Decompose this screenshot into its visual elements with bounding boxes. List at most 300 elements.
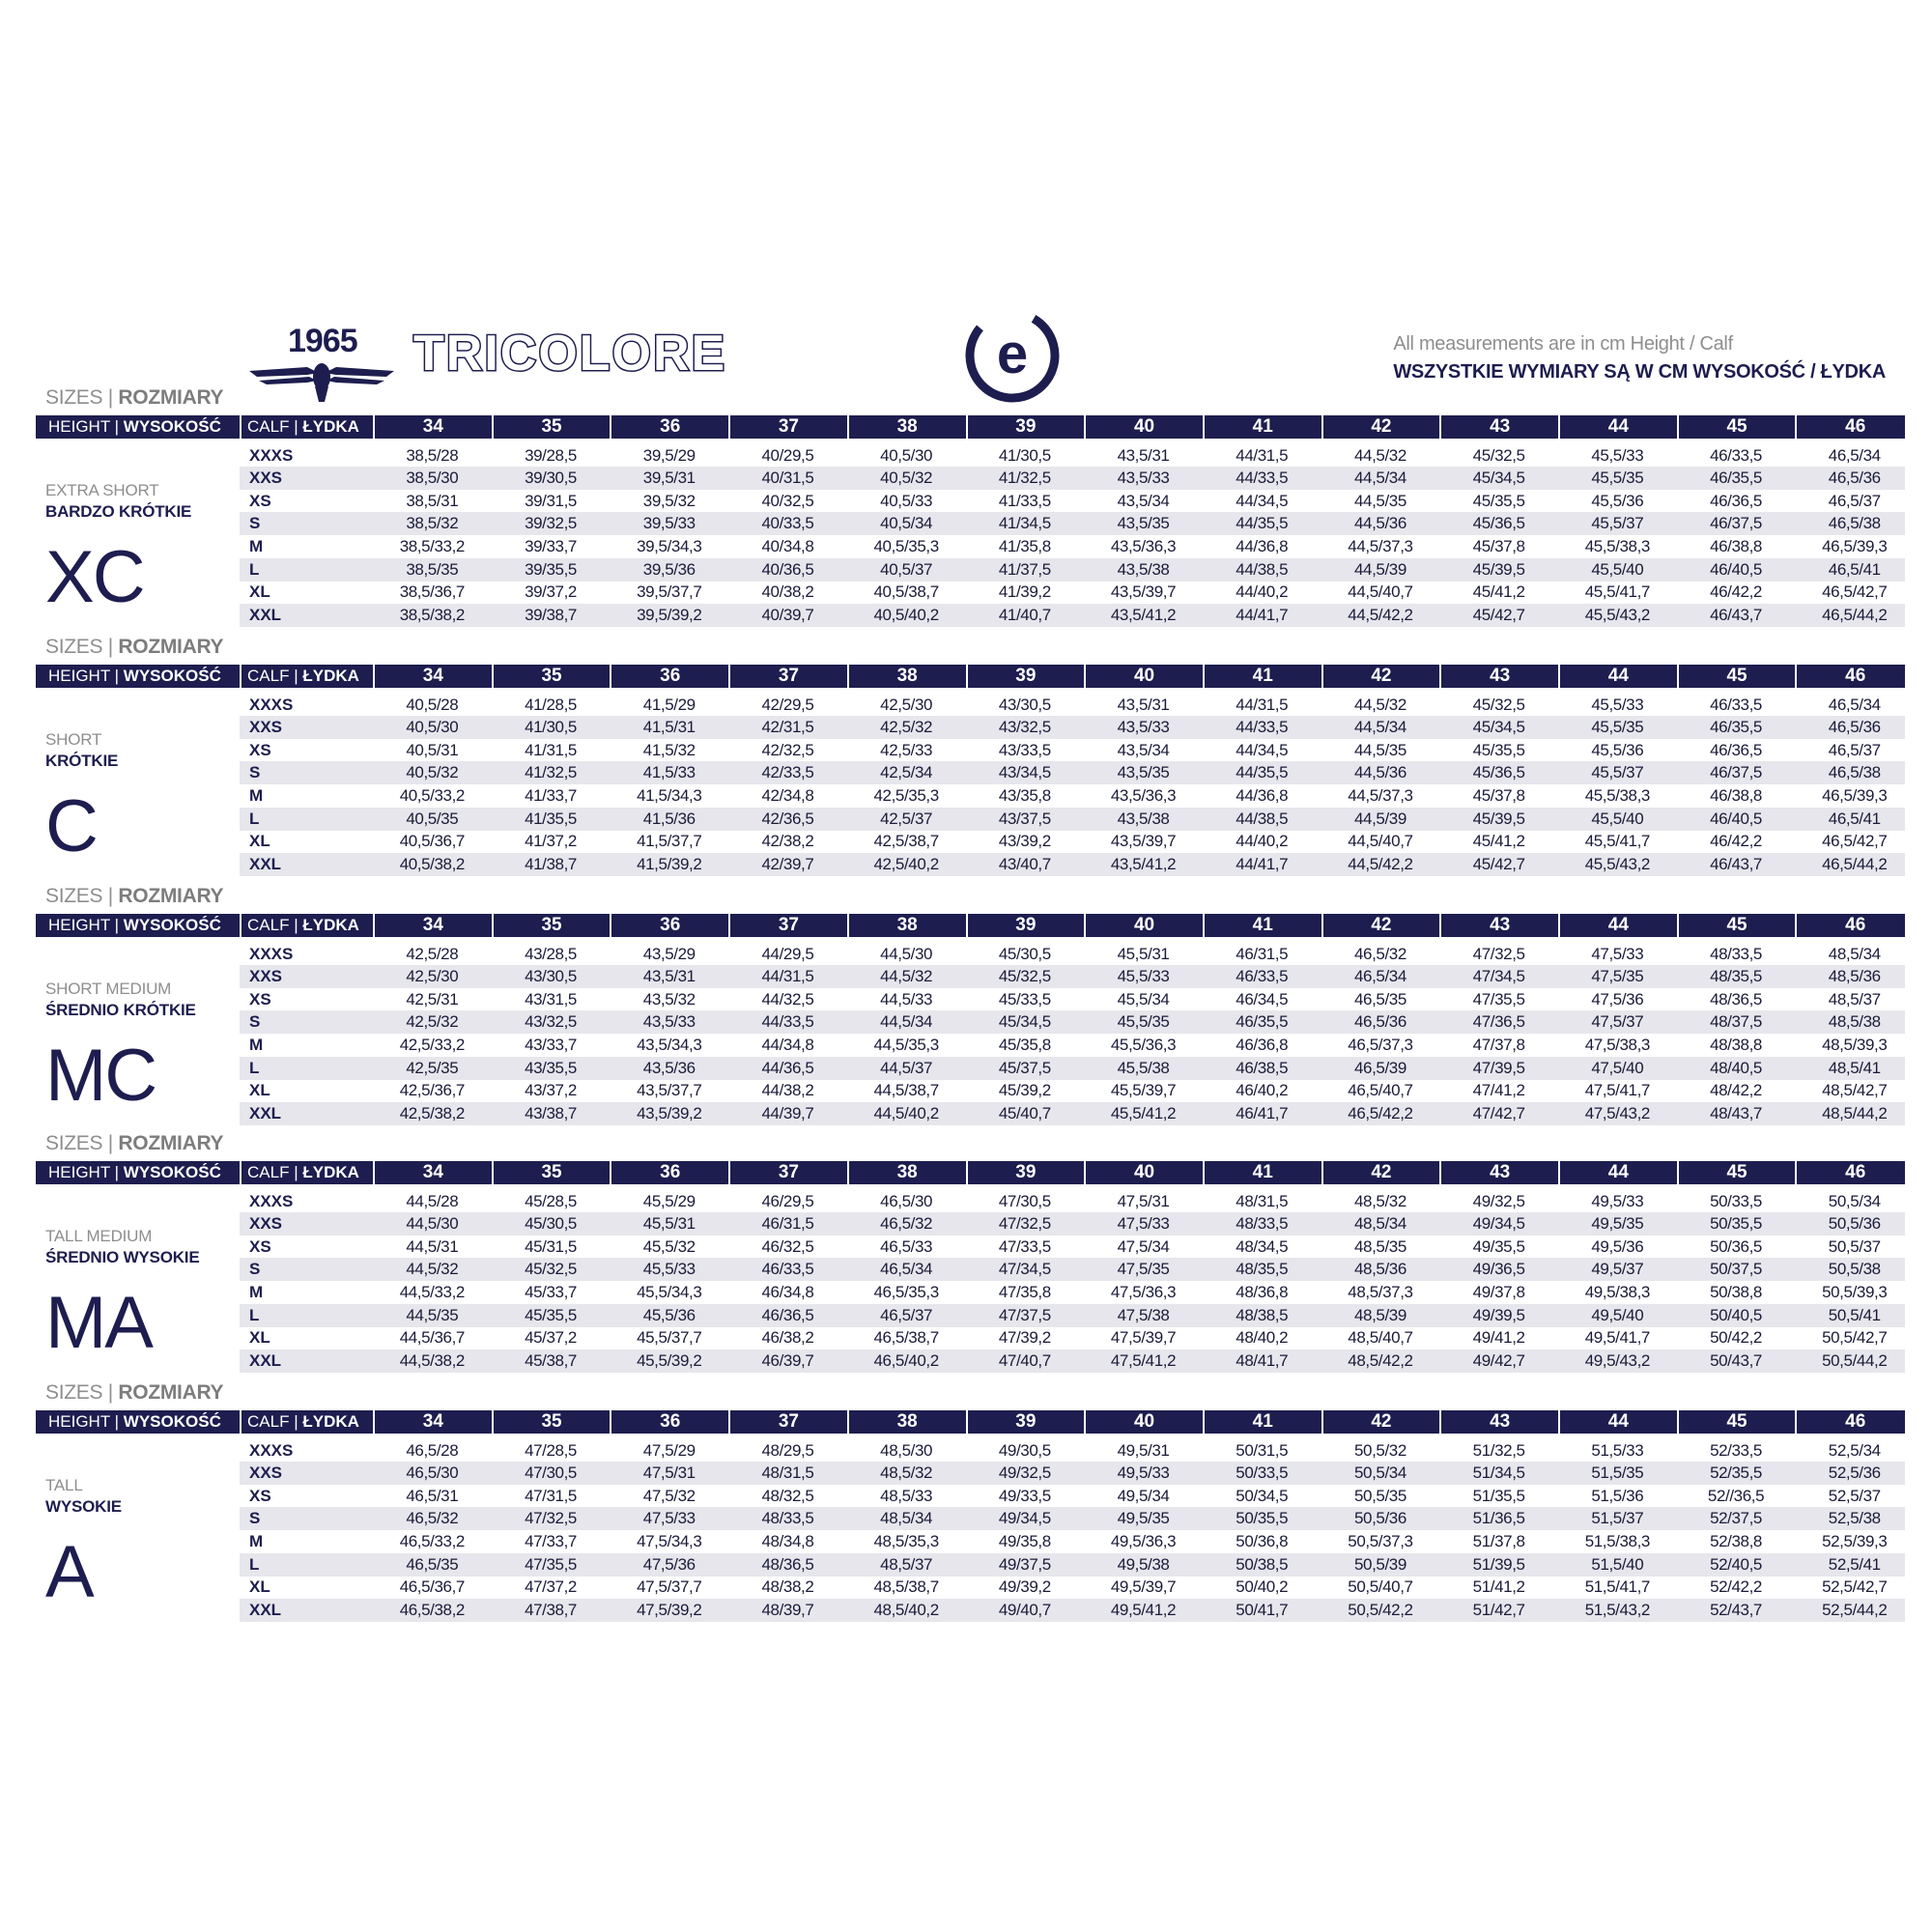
measurement-cell: 46/34,8 [761, 1283, 814, 1301]
size-label: L [249, 1555, 260, 1574]
size-label: L [249, 1306, 260, 1324]
measurement-cell: 49,5/41,2 [1110, 1601, 1177, 1619]
measurement-cell: 43,5/33 [642, 1012, 696, 1031]
measurement-cell: 48/31,5 [761, 1463, 814, 1482]
measurement-cell: 47/33,5 [998, 1237, 1051, 1256]
measurement-cell: 46,5/32 [1353, 945, 1406, 963]
measurement-cell: 45/37,5 [998, 1059, 1051, 1077]
measurement-cell: 45,5/33 [1591, 696, 1644, 714]
column-header: 45 [1677, 665, 1796, 688]
size-label: XL [249, 1328, 270, 1347]
measurement-cell: 50,5/36 [1828, 1214, 1881, 1233]
measurement-cell: 40,5/30 [406, 718, 459, 736]
measurement-cell: 52,5/42,7 [1822, 1577, 1888, 1596]
measurement-cell: 39,5/33 [642, 514, 696, 532]
measurement-cell: 47/35,5 [525, 1555, 577, 1574]
measurement-cell: 49,5/34 [1117, 1487, 1170, 1505]
measurement-cell: 45/33,5 [998, 990, 1051, 1009]
size-label: XL [249, 1577, 270, 1596]
measurement-cell: 48,5/40,2 [873, 1601, 939, 1619]
measurement-cell: 40,5/40,2 [873, 606, 939, 624]
sizes-label-pl: ROZMIARY [118, 1381, 224, 1404]
measurement-cell: 46/43,7 [1710, 606, 1762, 624]
sizes-heading [45, 1132, 223, 1155]
measurement-cell: 48/36,5 [1710, 990, 1762, 1009]
measurement-cell: 41/35,5 [525, 810, 577, 828]
measurement-cell: 46,5/34 [1828, 446, 1881, 465]
column-header: 36 [610, 1410, 728, 1434]
column-header: 38 [847, 665, 966, 688]
measurement-cell: 48,5/37,3 [1348, 1283, 1413, 1301]
measurement-cell: 46/39,7 [761, 1351, 814, 1370]
measurement-cell: 40,5/36,7 [399, 832, 465, 850]
measurement-cell: 47,5/32 [642, 1487, 696, 1505]
measurement-cell: 46,5/44,2 [1822, 606, 1888, 624]
brand-year: 1965 [288, 323, 357, 359]
table-row [240, 988, 1905, 1011]
measurement-cell: 46,5/35 [1353, 990, 1406, 1009]
measurement-cell: 48,5/36 [1828, 967, 1881, 985]
measurement-cell: 41,5/34,3 [637, 786, 702, 805]
measurement-cell: 48/33,5 [761, 1509, 814, 1527]
column-header: 36 [610, 415, 728, 439]
measurement-cell: 46,5/33 [880, 1237, 933, 1256]
measurement-cell: 38,5/36,7 [399, 582, 465, 601]
column-header: 40 [1084, 415, 1203, 439]
measurement-cell: 47,5/33 [642, 1509, 696, 1527]
measurement-cell: 44,5/32 [880, 967, 933, 985]
measurement-cell: 44/31,5 [761, 967, 814, 985]
measurement-cell: 41/39,2 [998, 582, 1051, 601]
measurement-cell: 47/32,5 [998, 1214, 1051, 1233]
measurement-cell: 52/42,2 [1710, 1577, 1762, 1596]
measurement-cell: 48,5/36 [1353, 1260, 1406, 1278]
table-header-row [36, 1161, 1905, 1184]
column-header: 40 [1084, 914, 1203, 937]
measurement-cell: 46/41,7 [1236, 1104, 1289, 1122]
size-label: L [249, 810, 260, 828]
measurement-cell: 43,5/36,3 [1110, 537, 1177, 555]
measurement-cell: 45/34,5 [1472, 718, 1525, 736]
category-name-pl: ŚREDNIO KRÓTKIE [45, 1001, 196, 1019]
table-row [240, 694, 1905, 717]
measurement-cell: 45,5/43,2 [1584, 855, 1650, 873]
measurement-cell: 47,5/41,7 [1584, 1081, 1650, 1099]
column-header: 42 [1321, 1161, 1440, 1184]
measurement-cell: 46/36,8 [1236, 1036, 1289, 1054]
measurement-cell: 45/31,5 [525, 1237, 577, 1256]
size-label: XS [249, 1487, 271, 1505]
measurement-cell: 46/38,2 [761, 1328, 814, 1347]
measurement-cell: 48,5/37 [1828, 990, 1881, 1009]
measurement-cell: 51/36,5 [1472, 1509, 1525, 1527]
measurement-cell: 39,5/37,7 [637, 582, 702, 601]
measurement-cell: 39,5/34,3 [637, 537, 702, 555]
table-row [240, 1507, 1905, 1530]
measurement-cell: 44/38,5 [1236, 810, 1289, 828]
measurement-cell: 38,5/32 [406, 514, 459, 532]
column-header: 34 [373, 1161, 492, 1184]
category-name-en: EXTRA SHORT [45, 481, 159, 499]
measurement-cell: 48,5/35,3 [873, 1532, 939, 1550]
measurement-cell: 48,5/39 [1353, 1306, 1406, 1324]
table-header-row [36, 415, 1905, 439]
size-label: S [249, 763, 261, 781]
measurement-cell: 40,5/28 [406, 696, 459, 714]
sizes-heading [45, 636, 223, 659]
column-header: 36 [610, 665, 728, 688]
size-label: XXS [249, 469, 283, 487]
table-row [240, 853, 1905, 876]
measurement-cell: 46/43,7 [1710, 855, 1762, 873]
table-row [240, 1530, 1905, 1553]
measurement-cell: 51/34,5 [1472, 1463, 1525, 1482]
measurement-cell: 45/38,7 [525, 1351, 577, 1370]
measurement-cell: 48/43,7 [1710, 1104, 1762, 1122]
measurement-cell: 45,5/31 [1117, 945, 1170, 963]
measurement-cell: 48/35,5 [1710, 967, 1762, 985]
measurement-cell: 45,5/41,2 [1110, 1104, 1177, 1122]
category-name-pl: KRÓTKIE [45, 752, 119, 770]
measurement-cell: 46,5/34 [1353, 967, 1406, 985]
category-code: XC [45, 536, 144, 618]
measurement-cell: 50,5/37,3 [1348, 1532, 1413, 1550]
measurement-cell: 46,5/41 [1828, 810, 1881, 828]
column-header: 44 [1558, 665, 1677, 688]
column-header: 39 [966, 1410, 1085, 1434]
measurement-cell: 47,5/38 [1117, 1306, 1170, 1324]
size-label: XS [249, 990, 271, 1009]
notice-english: All measurements are in cm Height / Calf [1393, 333, 1733, 355]
measurement-cell: 44,5/34 [1353, 718, 1406, 736]
measurement-cell: 41/30,5 [525, 718, 577, 736]
measurement-cell: 38,5/28 [406, 446, 459, 465]
table-row [240, 761, 1905, 784]
measurement-cell: 45/41,2 [1472, 582, 1525, 601]
measurement-cell: 47,5/31 [1117, 1192, 1170, 1210]
measurement-cell: 42/39,7 [761, 855, 814, 873]
column-header: 45 [1677, 1410, 1796, 1434]
height-label-pl: WYSOKOŚĆ [123, 1163, 221, 1181]
measurement-cell: 44,5/42,2 [1348, 855, 1413, 873]
column-header: 35 [492, 1410, 611, 1434]
measurement-cell: 46,5/41 [1828, 560, 1881, 579]
column-header: 39 [966, 914, 1085, 937]
measurement-cell: 44/35,5 [1236, 763, 1289, 781]
column-header: 44 [1558, 415, 1677, 439]
measurement-cell: 45,5/34,3 [637, 1283, 702, 1301]
measurement-cell: 46,5/30 [406, 1463, 459, 1482]
size-label: XXL [249, 1601, 282, 1619]
table-row [240, 444, 1905, 468]
measurement-cell: 45,5/38 [1117, 1059, 1170, 1077]
measurement-cell: 44,5/32 [406, 1260, 459, 1278]
measurement-cell: 50/33,5 [1236, 1463, 1289, 1482]
measurement-cell: 39,5/36 [642, 560, 696, 579]
measurement-cell: 44/32,5 [761, 990, 814, 1009]
measurement-cell: 41,5/33 [642, 763, 696, 781]
measurement-cell: 44,5/35 [406, 1306, 459, 1324]
measurement-cell: 47/30,5 [525, 1463, 577, 1482]
measurement-cell: 45/41,2 [1472, 832, 1525, 850]
measurement-cell: 45/35,5 [1472, 492, 1525, 510]
measurement-cell: 50/34,5 [1236, 1487, 1289, 1505]
measurement-cell: 39/31,5 [525, 492, 577, 510]
measurement-cell: 41,5/37,7 [637, 832, 702, 850]
measurement-cell: 46/40,5 [1710, 810, 1762, 828]
measurement-cell: 46,5/35 [406, 1555, 459, 1574]
measurement-cell: 47,5/38,3 [1584, 1036, 1650, 1054]
measurement-cell: 44,5/33,2 [399, 1283, 465, 1301]
measurement-cell: 46,5/36 [1353, 1012, 1406, 1031]
measurement-cell: 46,5/36 [1828, 718, 1881, 736]
measurement-cell: 48/34,8 [761, 1532, 814, 1550]
size-label: M [249, 1532, 264, 1550]
column-header: 41 [1203, 914, 1321, 937]
measurement-cell: 46/36,5 [761, 1306, 814, 1324]
measurement-cell: 47,5/33 [1591, 945, 1644, 963]
measurement-cell: 47/35,8 [998, 1283, 1051, 1301]
measurement-cell: 45/32,5 [998, 967, 1051, 985]
measurement-cell: 46/35,5 [1710, 718, 1762, 736]
measurement-cell: 40,5/33 [880, 492, 933, 510]
separator: | [102, 386, 119, 409]
measurement-cell: 49/32,5 [1472, 1192, 1525, 1210]
table-row [240, 1010, 1905, 1034]
measurement-cell: 46,5/39,3 [1822, 537, 1888, 555]
measurement-cell: 46,5/40,7 [1348, 1081, 1413, 1099]
size-label: XXS [249, 1214, 283, 1233]
measurement-cell: 43,5/35 [1117, 763, 1170, 781]
calf-label-pl: ŁYDKA [302, 667, 359, 685]
measurement-cell: 46,5/38 [1828, 763, 1881, 781]
measurement-cell: 43,5/41,2 [1110, 855, 1177, 873]
calf-header [240, 914, 373, 937]
measurement-cell: 47/34,5 [998, 1260, 1051, 1278]
height-header [36, 665, 237, 688]
size-section [36, 386, 1905, 638]
table-header-row [36, 665, 1905, 688]
column-header: 43 [1439, 914, 1558, 937]
measurement-cell: 47,5/37 [1591, 1012, 1644, 1031]
height-header [36, 1410, 237, 1434]
measurement-cell: 43,5/31 [1117, 446, 1170, 465]
column-header: 34 [373, 665, 492, 688]
measurement-cell: 39,5/39,2 [637, 606, 702, 624]
measurement-cell: 44,5/37 [880, 1059, 933, 1077]
measurement-cell: 42,5/32 [880, 718, 933, 736]
measurement-cell: 49,5/38,3 [1584, 1283, 1650, 1301]
measurement-cell: 42,5/32 [406, 1012, 459, 1031]
measurement-cell: 48/41,7 [1236, 1351, 1289, 1370]
sizes-label-en: SIZES [45, 1132, 103, 1154]
measurement-cell: 48,5/30 [880, 1441, 933, 1460]
measurement-cell: 44/29,5 [761, 945, 814, 963]
category-name-en: SHORT [45, 730, 102, 749]
measurement-cell: 45,5/34 [1117, 990, 1170, 1009]
measurement-cell: 42,5/37 [880, 810, 933, 828]
measurement-cell: 41,5/39,2 [637, 855, 702, 873]
measurement-cell: 50,5/35 [1353, 1487, 1406, 1505]
measurement-cell: 44,5/39 [1353, 560, 1406, 579]
measurement-cell: 41/32,5 [525, 763, 577, 781]
sizes-heading [45, 386, 223, 410]
column-header: 37 [728, 914, 847, 937]
measurement-cell: 48/40,2 [1236, 1328, 1289, 1347]
column-header: 40 [1084, 665, 1203, 688]
sizes-label-en: SIZES [45, 386, 103, 409]
measurement-cell: 42,5/36,7 [399, 1081, 465, 1099]
column-header: 34 [373, 1410, 492, 1434]
separator: | [289, 667, 303, 685]
measurement-cell: 40,5/35,3 [873, 537, 939, 555]
measurement-cell: 49,5/31 [1117, 1441, 1170, 1460]
measurement-cell: 47/42,7 [1472, 1104, 1525, 1122]
size-section [36, 1132, 1905, 1383]
measurement-cell: 48,5/35 [1353, 1237, 1406, 1256]
measurement-cell: 46,5/34 [1828, 696, 1881, 714]
height-header [36, 1161, 237, 1184]
column-header: 43 [1439, 415, 1558, 439]
column-header: 44 [1558, 1161, 1677, 1184]
measurement-cell: 48/33,5 [1710, 945, 1762, 963]
measurement-cell: 43/28,5 [525, 945, 577, 963]
column-header: 37 [728, 1410, 847, 1434]
measurement-cell: 48/31,5 [1236, 1192, 1289, 1210]
measurement-cell: 40/38,2 [761, 582, 814, 601]
measurement-cell: 43/31,5 [525, 990, 577, 1009]
table-row [240, 1258, 1905, 1281]
measurement-cell: 46/34,5 [1236, 990, 1289, 1009]
measurement-cell: 45,5/32 [642, 1237, 696, 1256]
measurement-cell: 47/36,5 [1472, 1012, 1525, 1031]
measurement-cell: 39,5/29 [642, 446, 696, 465]
measurement-cell: 41/37,5 [998, 560, 1051, 579]
measurement-cell: 44/33,5 [1236, 718, 1289, 736]
separator: | [109, 1163, 124, 1181]
measurement-cell: 48/29,5 [761, 1441, 814, 1460]
measurement-cell: 52,5/38 [1828, 1509, 1881, 1527]
measurement-cell: 41/38,7 [525, 855, 577, 873]
table-row [240, 1034, 1905, 1057]
measurement-cell: 43/32,5 [525, 1012, 577, 1031]
measurement-cell: 40,5/32 [406, 763, 459, 781]
measurement-cell: 44,5/40,7 [1348, 832, 1413, 850]
measurement-cell: 51,5/41,7 [1584, 1577, 1650, 1596]
measurement-cell: 47,5/43,2 [1584, 1104, 1650, 1122]
brand-name: TRICOLORE [413, 326, 727, 382]
measurement-cell: 48/40,5 [1710, 1059, 1762, 1077]
calf-label-pl: ŁYDKA [302, 1163, 359, 1181]
measurement-cell: 46,5/30 [880, 1192, 933, 1210]
measurement-cell: 47,5/34,3 [637, 1532, 702, 1550]
measurement-cell: 45/39,5 [1472, 560, 1525, 579]
measurement-cell: 50,5/32 [1353, 1441, 1406, 1460]
measurement-cell: 45,5/33 [1117, 967, 1170, 985]
measurement-cell: 41,5/31 [642, 718, 696, 736]
measurement-cell: 43,5/39,7 [1110, 832, 1177, 850]
measurement-cell: 48,5/32 [880, 1463, 933, 1482]
measurement-cell: 45,5/31 [642, 1214, 696, 1233]
column-header: 35 [492, 1161, 611, 1184]
measurement-cell: 51/42,7 [1472, 1601, 1525, 1619]
table-row [240, 1462, 1905, 1485]
column-header: 41 [1203, 1410, 1321, 1434]
measurement-cell: 42,5/35,3 [873, 786, 939, 805]
column-header: 43 [1439, 665, 1558, 688]
column-header: 34 [373, 415, 492, 439]
table-row [240, 1057, 1905, 1080]
measurement-cell: 45/37,8 [1472, 786, 1525, 805]
measurement-cell: 50/33,5 [1710, 1192, 1762, 1210]
measurement-cell: 46/38,5 [1236, 1059, 1289, 1077]
height-label-pl: WYSOKOŚĆ [123, 916, 221, 934]
column-header: 44 [1558, 914, 1677, 937]
measurement-cell: 47,5/34 [1117, 1237, 1170, 1256]
measurement-cell: 44,5/40,7 [1348, 582, 1413, 601]
measurement-cell: 49,5/35 [1591, 1214, 1644, 1233]
sizes-label-en: SIZES [45, 885, 103, 907]
measurement-cell: 40,5/35 [406, 810, 459, 828]
measurement-cell: 49,5/35 [1117, 1509, 1170, 1527]
measurement-cell: 51,5/36 [1591, 1487, 1644, 1505]
measurement-cell: 40,5/32 [880, 469, 933, 487]
separator: | [289, 1163, 303, 1181]
measurement-cell: 43,5/38 [1117, 560, 1170, 579]
measurement-cell: 42,5/33 [880, 741, 933, 759]
measurement-cell: 49/35,5 [1472, 1237, 1525, 1256]
calf-label-pl: ŁYDKA [302, 1412, 359, 1431]
size-label: XL [249, 832, 270, 850]
measurement-cell: 50,5/38 [1828, 1260, 1881, 1278]
measurement-cell: 46/29,5 [761, 1192, 814, 1210]
table-row [240, 1350, 1905, 1373]
measurement-cell: 40/29,5 [761, 446, 814, 465]
measurement-cell: 45,5/40 [1591, 560, 1644, 579]
measurement-cell: 42,5/38,7 [873, 832, 939, 850]
measurement-cell: 48/39,7 [761, 1601, 814, 1619]
measurement-cell: 41/30,5 [998, 446, 1051, 465]
measurement-cell: 48,5/38 [1828, 1012, 1881, 1031]
measurement-cell: 38,5/31 [406, 492, 459, 510]
measurement-cell: 46/33,5 [1710, 696, 1762, 714]
measurement-cell: 46/37,5 [1710, 763, 1762, 781]
measurement-cell: 51,5/43,2 [1584, 1601, 1650, 1619]
measurement-cell: 47/37,5 [998, 1306, 1051, 1324]
measurement-cell: 41/33,5 [998, 492, 1051, 510]
measurement-cell: 45/30,5 [525, 1214, 577, 1233]
measurement-cell: 39/30,5 [525, 469, 577, 487]
size-label: L [249, 1059, 260, 1077]
measurement-cell: 50/31,5 [1236, 1441, 1289, 1460]
column-header: 42 [1321, 665, 1440, 688]
measurement-cell: 52/38,8 [1710, 1532, 1762, 1550]
measurement-cell: 43,5/39,2 [637, 1104, 702, 1122]
measurement-cell: 44/39,7 [761, 1104, 814, 1122]
measurement-cell: 45,5/37,7 [637, 1328, 702, 1347]
measurement-cell: 40,5/37 [880, 560, 933, 579]
measurement-cell: 49,5/36 [1591, 1237, 1644, 1256]
measurement-cell: 47/41,2 [1472, 1081, 1525, 1099]
separator: | [289, 417, 303, 436]
measurement-cell: 45/30,5 [998, 945, 1051, 963]
measurement-cell: 48/42,2 [1710, 1081, 1762, 1099]
column-header: 39 [966, 1161, 1085, 1184]
measurement-cell: 48/38,5 [1236, 1306, 1289, 1324]
sizes-heading [45, 885, 223, 908]
measurement-cell: 51,5/38,3 [1584, 1532, 1650, 1550]
measurement-cell: 45/32,5 [1472, 696, 1525, 714]
